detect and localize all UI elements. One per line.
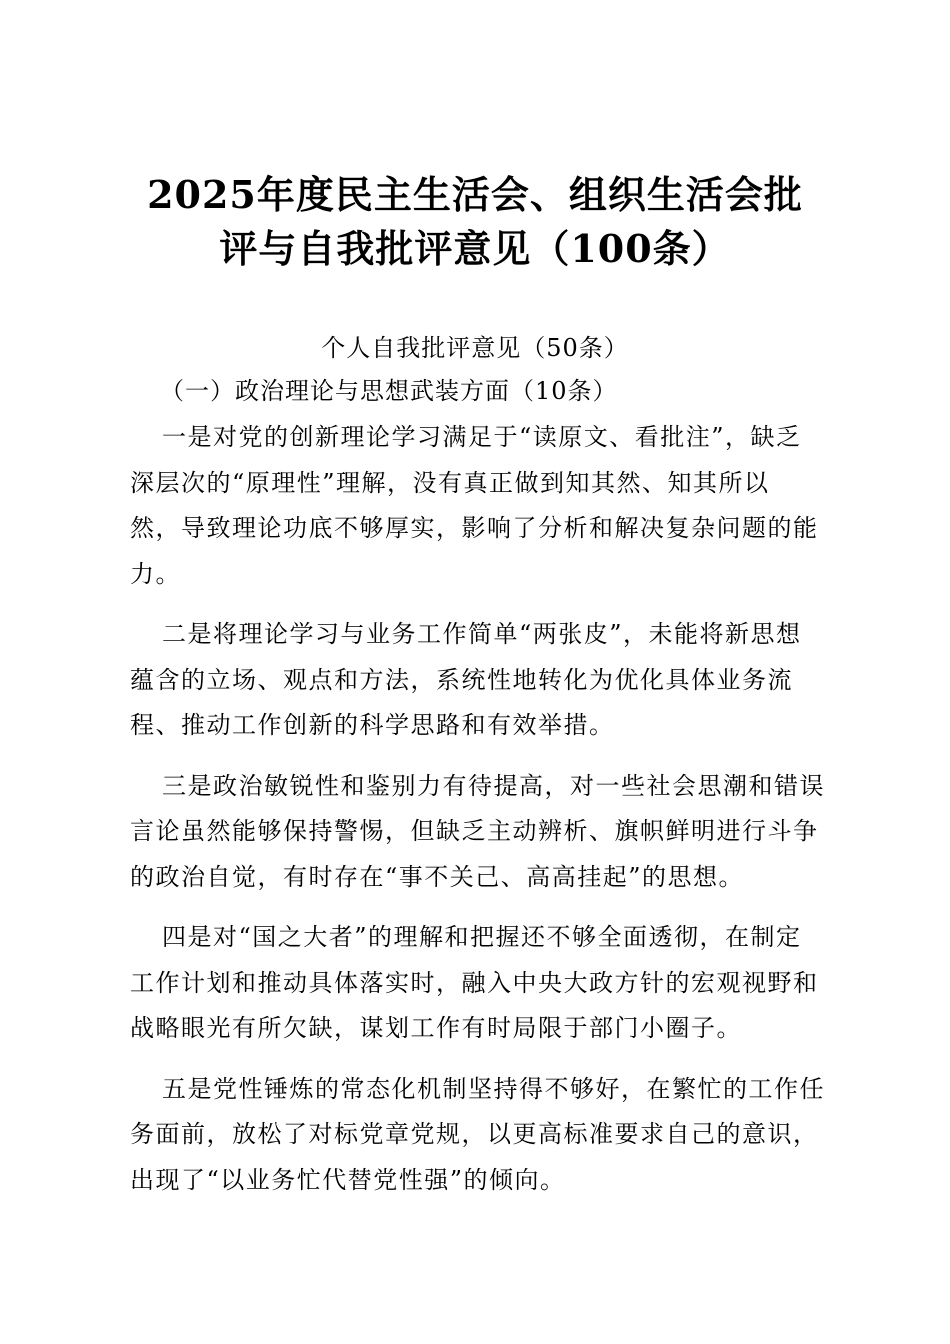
paragraph-line: 出现了“以业务忙代替党性强”的倾向。 — [130, 1165, 566, 1194]
section-heading: （一）政治理论与思想武装方面（10条） — [160, 377, 618, 405]
paragraph-line: 然，导致理论功底不够厚实，影响了分析和解决复杂问题的能 — [130, 514, 819, 542]
paragraph-line: 四是对“国之大者”的理解和把握还不够全面透彻，在制定 — [162, 923, 802, 951]
paragraph-2 — [130, 612, 825, 749]
paragraph-line: 三是政治敏锐性和鉴别力有待提高，对一些社会思潮和错误 — [162, 771, 825, 800]
paragraph-5 — [130, 1067, 825, 1204]
paragraph-1 — [130, 415, 825, 597]
paragraph-line: 言论虽然能够保持警惕，但缺乏主动辨析、旗帜鲜明进行斗争 — [130, 817, 819, 845]
paragraph-line: 一是对党的创新理论学习满足于“读原文、看批注”，缺乏 — [162, 423, 802, 451]
paragraph-line: 务面前，放松了对标党章党规，以更高标准要求自己的意识， — [130, 1120, 819, 1148]
paragraph-line: 力。 — [130, 559, 181, 588]
paragraph-line: 蕴含的立场、观点和方法，系统性地转化为优化具体业务流 — [130, 665, 793, 694]
paragraph-3 — [130, 764, 825, 901]
paragraph-line: 深层次的“原理性”理解，没有真正做到知其然、知其所以 — [130, 468, 770, 497]
document-body — [130, 415, 825, 1218]
paragraph-line: 二是将理论学习与业务工作简单“两张皮”，未能将新思想 — [162, 620, 802, 648]
paragraph-line: 程、推动工作创新的科学思路和有效举措。 — [130, 711, 615, 739]
document-title-line-1: 2025年度民主生活会、组织生活会批 — [147, 172, 803, 217]
paragraph-4 — [130, 915, 825, 1052]
document-title-line-2: 评与自我批评意见（100条） — [219, 226, 731, 271]
paragraph-line: 战略眼光有所欠缺，谋划工作有时局限于部门小圈子。 — [130, 1014, 742, 1042]
paragraph-line: 五是党性锤炼的常态化机制坚持得不够好，在繁忙的工作任 — [162, 1074, 825, 1103]
paragraph-line: 的政治自觉，有时存在“事不关己、高高挂起”的思想。 — [130, 862, 745, 891]
document-title — [100, 168, 850, 276]
document-subtitle: 个人自我批评意见（50条） — [321, 334, 629, 362]
paragraph-line: 工作计划和推动具体落实时，融入中央大政方针的宏观视野和 — [130, 968, 819, 997]
